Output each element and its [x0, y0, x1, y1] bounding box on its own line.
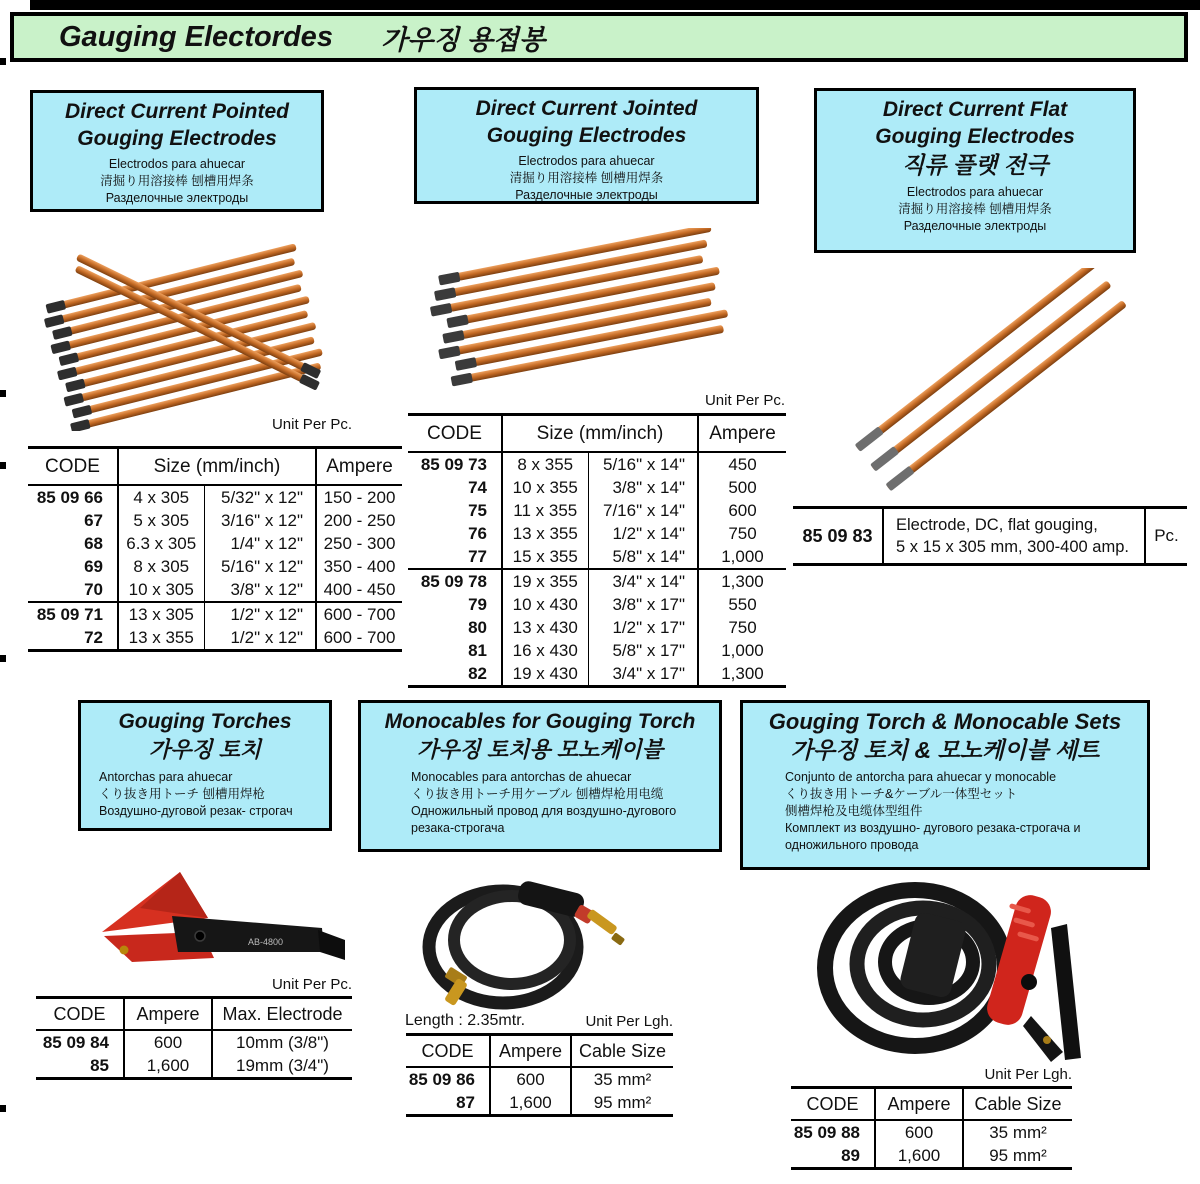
table-row [28, 485, 402, 509]
ampere-cell: 550 [698, 593, 786, 616]
box-subtitle-es: Electrodos para ahuecar [108, 157, 246, 171]
unit-label: Unit Per Lgh. [984, 1066, 1072, 1083]
header-box-flat [814, 88, 1136, 253]
description-line: 5 x 15 x 305 mm, 300-400 amp. [896, 538, 1129, 556]
box-subtitle-es: Conjunto de antorcha para ahuecar y monocable [785, 770, 1057, 784]
ampere-cell: 600 [124, 1030, 212, 1054]
code-cell: 80 [468, 617, 487, 637]
table-row [408, 639, 786, 662]
box-title-korean: 가우징 토치용 모노케이블 [417, 737, 663, 762]
col-header-code: CODE [408, 415, 502, 453]
cable-size-cell: 35 mm² [963, 1120, 1072, 1144]
col-header-cable-size: Cable Size [963, 1088, 1072, 1121]
table-row [408, 593, 786, 616]
ampere-cell: 600 [875, 1120, 963, 1144]
jointed-electrodes-photo [425, 228, 760, 398]
size-inch-cell: 5/8" x 17" [588, 639, 698, 662]
code-cell: 69 [84, 556, 103, 576]
header-box-jointed [414, 87, 759, 204]
table-row [408, 545, 786, 569]
max-electrode-cell: 19mm (3/4") [212, 1054, 352, 1079]
size-inch-cell: 3/16" x 12" [204, 509, 316, 532]
ampere-cell: 250 - 300 [316, 532, 402, 555]
ampere-cell: 600 - 700 [316, 602, 402, 626]
table-row [28, 578, 402, 602]
box-subtitle-ru: Воздушно-дуговой резак- строгач [99, 804, 293, 818]
size-mm-cell: 13 x 305 [118, 602, 204, 626]
page-title-korean: 가우징 용접봉 [380, 24, 545, 55]
table-row [408, 522, 786, 545]
size-mm-cell: 10 x 430 [502, 593, 588, 616]
box-subtitle-ru: Разделочные электроды [105, 191, 249, 205]
size-inch-cell: 3/8" x 12" [204, 578, 316, 602]
box-title: Direct Current Pointed [64, 100, 290, 123]
col-header-code: CODE [28, 448, 118, 486]
size-inch-cell: 5/8" x 14" [588, 545, 698, 569]
box-subtitle-jp: くり抜き用トーチ&ケーブル一体型セット [785, 787, 1018, 801]
col-header-code: CODE [406, 1035, 490, 1068]
box-title-korean: 가우징 토치 [148, 737, 262, 762]
box-title: Gouging Torch & Monocable Sets [768, 709, 1122, 734]
size-mm-cell: 4 x 305 [118, 485, 204, 509]
gouging-torch-photo [80, 868, 345, 973]
size-mm-cell: 19 x 430 [502, 662, 588, 687]
ampere-cell: 1,600 [875, 1144, 963, 1169]
table-header-row [406, 1035, 673, 1068]
code-cell: 74 [468, 477, 487, 497]
box-title: Gouging Electrodes [486, 124, 687, 147]
col-header-code: CODE [36, 998, 124, 1031]
ampere-cell: 1,600 [490, 1091, 571, 1116]
pointed-electrodes-photo [40, 226, 375, 431]
box-title: Monocables for Gouging Torch [384, 710, 696, 733]
description-line: Electrode, DC, flat gouging, [896, 515, 1098, 534]
torch-model-label: AB-4800 [248, 937, 284, 947]
torches-table [36, 996, 352, 1080]
code-cell: 87 [456, 1092, 475, 1112]
print-mark [0, 1105, 6, 1112]
unit-cell: Pc. [1145, 508, 1187, 565]
table-row [793, 508, 1187, 565]
table-header-row [36, 998, 352, 1031]
box-subtitle-es: Monocables para antorchas de ahuecar [411, 770, 632, 784]
ampere-cell: 400 - 450 [316, 578, 402, 602]
code-cell: 76 [468, 523, 487, 543]
code-cell: 85 09 83 [802, 525, 873, 546]
size-inch-cell: 1/2" x 17" [588, 616, 698, 639]
code-cell: 75 [468, 500, 487, 520]
table-row [408, 616, 786, 639]
size-mm-cell: 10 x 305 [118, 578, 204, 602]
box-subtitle-es: Electrodos para ahuecar [906, 185, 1044, 199]
box-subtitle-ru: Разделочные электроды [903, 219, 1047, 233]
code-cell: 72 [84, 627, 103, 647]
size-mm-cell: 16 x 430 [502, 639, 588, 662]
box-subtitle-ru: резака-строгача [411, 821, 505, 835]
code-cell: 77 [468, 546, 487, 566]
size-inch-cell: 3/4" x 14" [588, 569, 698, 593]
col-header-size: Size (mm/inch) [118, 448, 316, 486]
box-subtitle-cn: 侧槽焊枪及电缆体型组件 [785, 804, 923, 818]
size-mm-cell: 10 x 355 [502, 476, 588, 499]
header-box-monocables [358, 700, 722, 852]
size-inch-cell: 5/16" x 12" [204, 555, 316, 578]
top-rule [30, 0, 1200, 10]
flat-electrodes-photo [835, 268, 1155, 500]
table-row [406, 1091, 673, 1116]
monocable-photo [400, 855, 650, 1013]
size-mm-cell: 13 x 355 [118, 626, 204, 651]
description-cell [883, 508, 1145, 565]
size-inch-cell: 3/4" x 17" [588, 662, 698, 687]
ampere-cell: 1,300 [698, 662, 786, 687]
code-cell: 67 [84, 510, 103, 530]
size-mm-cell: 13 x 430 [502, 616, 588, 639]
size-inch-cell: 1/4" x 12" [204, 532, 316, 555]
box-subtitle-jp-cn: くり抜き用トーチ 刨槽用焊枪 [99, 787, 265, 801]
header-box-pointed [30, 90, 324, 212]
table-header-row [791, 1088, 1072, 1121]
code-cell: 85 09 84 [42, 1032, 109, 1052]
box-title-korean: 가우징 토치 & 모노케이블 세트 [790, 737, 1100, 763]
box-subtitle-es: Electrodos para ahuecar [518, 154, 655, 168]
flat-electrode-item-table [793, 506, 1187, 566]
code-cell: 85 09 66 [36, 487, 103, 507]
header-box-sets [740, 700, 1150, 870]
table-row [28, 602, 402, 626]
box-subtitle-jp-cn: 清掘り用溶接棒 刨槽用焊条 [100, 174, 254, 188]
code-cell: 85 09 71 [28, 602, 118, 626]
table-row [408, 499, 786, 522]
code-cell: 85 09 86 [408, 1069, 475, 1089]
box-subtitle-ru: одножильного провода [785, 838, 919, 852]
table-row [28, 555, 402, 578]
table-row [408, 452, 786, 476]
col-header-ampere: Ampere [875, 1088, 963, 1121]
print-mark [0, 655, 6, 662]
print-mark [0, 58, 6, 65]
col-header-cable-size: Cable Size [571, 1035, 673, 1068]
max-electrode-cell: 10mm (3/8") [212, 1030, 352, 1054]
code-cell: 85 09 88 [793, 1122, 860, 1142]
print-mark [0, 462, 6, 469]
table-row [408, 569, 786, 593]
box-title: Gouging Torches [118, 710, 292, 733]
ampere-cell: 150 - 200 [316, 485, 402, 509]
box-title-korean: 직류 플랫 전극 [901, 152, 1049, 178]
ampere-cell: 200 - 250 [316, 509, 402, 532]
table-header-row [28, 448, 402, 486]
table-row [406, 1067, 673, 1091]
col-header-ampere: Ampere [490, 1035, 571, 1068]
page-title-bar [10, 12, 1188, 62]
code-cell: 68 [84, 533, 103, 553]
col-header-ampere: Ampere [698, 415, 786, 453]
cable-size-cell: 95 mm² [571, 1091, 673, 1116]
ampere-cell: 1,000 [698, 545, 786, 569]
ampere-cell: 350 - 400 [316, 555, 402, 578]
jointed-electrodes-table [408, 413, 786, 688]
col-header-ampere: Ampere [124, 998, 212, 1031]
col-header-max-electrode: Max. Electrode [212, 998, 352, 1031]
box-subtitle-ru: Одножильный провод для воздушно-дугового [411, 804, 677, 818]
size-mm-cell: 11 x 355 [502, 499, 588, 522]
header-box-torches [78, 700, 332, 831]
table-row [28, 626, 402, 651]
size-inch-cell: 1/2" x 12" [204, 602, 316, 626]
sets-table [791, 1086, 1072, 1170]
unit-label: Unit Per Pc. [271, 416, 352, 433]
table-row [28, 509, 402, 532]
code-cell: 85 [90, 1055, 109, 1075]
size-inch-cell: 1/2" x 12" [204, 626, 316, 651]
table-row [408, 476, 786, 499]
monocables-table [406, 1033, 673, 1117]
print-mark [0, 390, 6, 397]
box-subtitle-es: Antorchas para ahuecar [99, 770, 233, 784]
box-title: Gouging Electrodes [875, 125, 1075, 148]
table-row [36, 1030, 352, 1054]
pointed-electrodes-table [28, 446, 402, 652]
size-mm-cell: 8 x 305 [118, 555, 204, 578]
table-row [28, 532, 402, 555]
cable-size-cell: 35 mm² [571, 1067, 673, 1091]
ampere-cell: 1,300 [698, 569, 786, 593]
ampere-cell: 450 [698, 452, 786, 476]
box-title: Gouging Electrodes [77, 127, 277, 150]
size-mm-cell: 15 x 355 [502, 545, 588, 569]
box-title: Direct Current Jointed [475, 97, 698, 120]
table-row [36, 1054, 352, 1079]
torch-monocable-set-photo [795, 868, 1095, 1068]
unit-label: Unit Per Lgh. [585, 1013, 673, 1030]
ampere-cell: 600 - 700 [316, 626, 402, 651]
page-title: Gauging Electordes [59, 20, 333, 53]
code-cell: 82 [468, 663, 487, 683]
box-subtitle-jp-cn: 清掘り用溶接棒 刨槽用焊条 [509, 171, 664, 185]
col-header-code: CODE [791, 1088, 875, 1121]
size-inch-cell: 5/16" x 14" [588, 452, 698, 476]
size-inch-cell: 5/32" x 12" [204, 485, 316, 509]
ampere-cell: 600 [490, 1067, 571, 1091]
size-mm-cell: 8 x 355 [502, 452, 588, 476]
ampere-cell: 750 [698, 616, 786, 639]
ampere-cell: 1,600 [124, 1054, 212, 1079]
size-inch-cell: 3/8" x 17" [588, 593, 698, 616]
ampere-cell: 1,000 [698, 639, 786, 662]
code-cell: 85 09 73 [420, 454, 487, 474]
unit-label: Unit Per Pc. [704, 392, 785, 409]
box-subtitle-jp-cn: 清掘り用溶接棒 刨槽用焊条 [898, 202, 1052, 216]
code-cell: 70 [84, 579, 103, 599]
code-cell: 89 [841, 1145, 860, 1165]
box-subtitle-ru: Разделочные электроды [515, 188, 658, 202]
size-inch-cell: 1/2" x 14" [588, 522, 698, 545]
unit-label: Unit Per Pc. [271, 976, 352, 993]
col-header-size: Size (mm/inch) [502, 415, 698, 453]
code-cell: 79 [468, 594, 487, 614]
table-row [791, 1144, 1072, 1169]
size-inch-cell: 7/16" x 14" [588, 499, 698, 522]
size-mm-cell: 6.3 x 305 [118, 532, 204, 555]
size-mm-cell: 5 x 305 [118, 509, 204, 532]
size-inch-cell: 3/8" x 14" [588, 476, 698, 499]
size-mm-cell: 19 x 355 [502, 569, 588, 593]
cable-size-cell: 95 mm² [963, 1144, 1072, 1169]
ampere-cell: 600 [698, 499, 786, 522]
length-label: Length : 2.35mtr. [405, 1012, 526, 1029]
ampere-cell: 500 [698, 476, 786, 499]
box-subtitle-jp-cn: くり抜き用トーチ用ケーブル 刨槽焊枪用电缆 [411, 787, 664, 801]
box-title: Direct Current Flat [882, 98, 1068, 121]
table-row [408, 662, 786, 687]
code-cell: 85 09 78 [408, 569, 502, 593]
size-mm-cell: 13 x 355 [502, 522, 588, 545]
box-subtitle-ru: Комплект из воздушно- дугового резака-строгача и [785, 821, 1081, 835]
code-cell: 81 [468, 640, 487, 660]
ampere-cell: 750 [698, 522, 786, 545]
table-row [791, 1120, 1072, 1144]
col-header-ampere: Ampere [316, 448, 402, 486]
table-header-row [408, 415, 786, 453]
